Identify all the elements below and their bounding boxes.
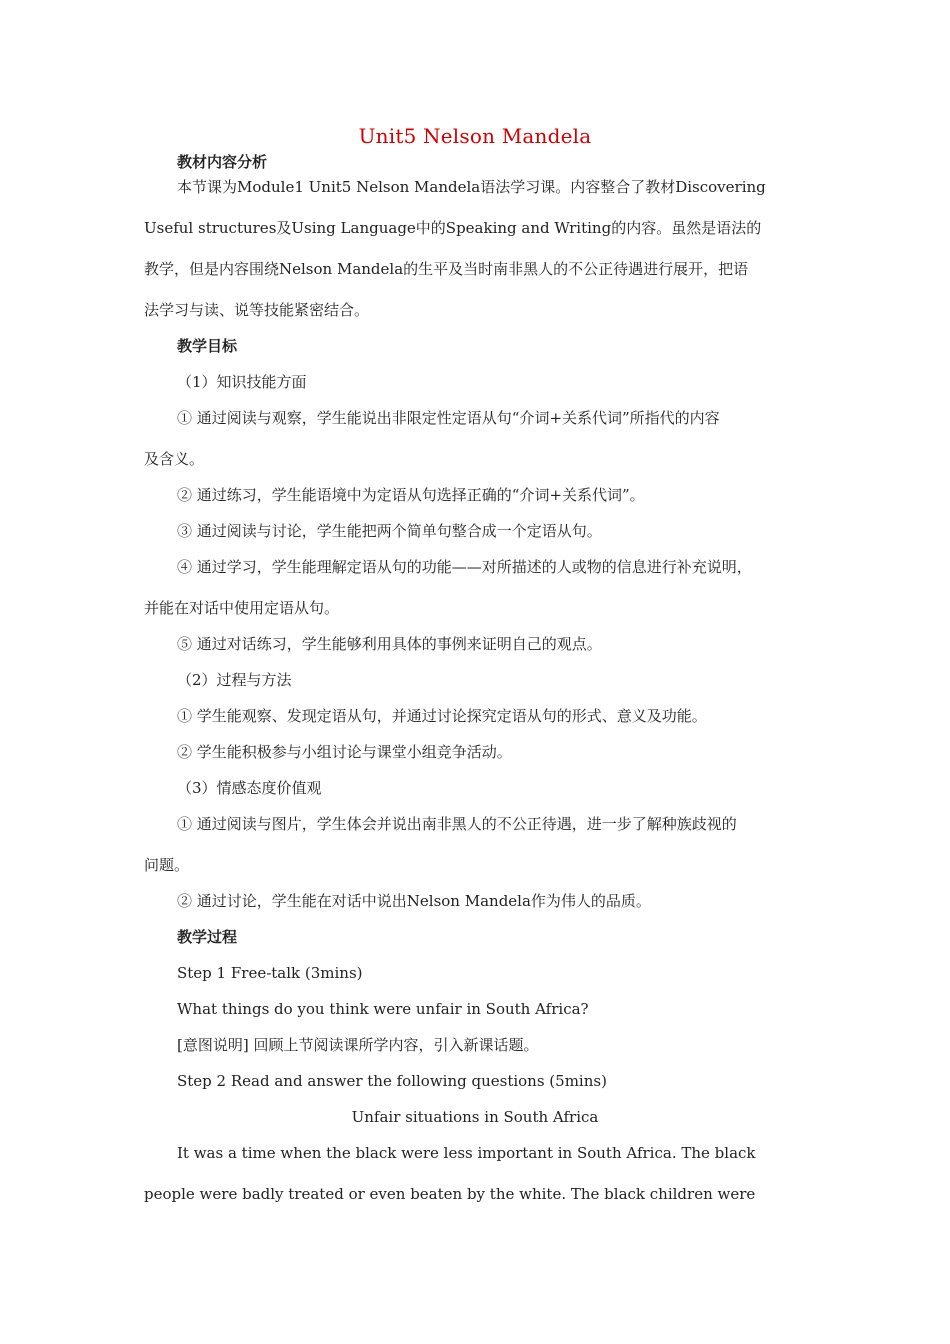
- subheading-process: （2）过程与方法: [177, 671, 292, 689]
- step-2: Step 2 Read and answer the following questions (5mins): [177, 1072, 607, 1090]
- process-item-2: ② 学生能积极参与小组讨论与课堂小组竞争活动。: [177, 743, 512, 761]
- intent-note: [意图说明] 回顾上节阅读课所学内容，引入新课话题。: [177, 1036, 539, 1054]
- section-heading-goals: 教学目标: [177, 337, 238, 355]
- subheading-knowledge: （1）知识技能方面: [177, 373, 307, 391]
- subheading-attitude: （3）情感态度价值观: [177, 779, 322, 797]
- step-1: Step 1 Free-talk (3mins): [177, 964, 363, 982]
- step-1-question: What things do you think were unfair in South Africa?: [177, 1000, 589, 1018]
- passage-line-1: It was a time when the black were less important in South Africa. The black: [177, 1144, 756, 1162]
- document-title: Unit5 Nelson Mandela: [358, 124, 592, 148]
- section-heading-process: 教学过程: [177, 928, 238, 946]
- attitude-item-2: ② 通过讨论，学生能在对话中说出Nelson Mandela作为伟人的品质。: [177, 892, 651, 910]
- goal-item-1-cont: 及含义。: [144, 450, 205, 468]
- process-item-1: ① 学生能观察、发现定语从句，并通过讨论探究定语从句的形式、意义及功能。: [177, 707, 707, 725]
- goal-item-4-cont: 并能在对话中使用定语从句。: [144, 599, 340, 617]
- section-heading-analysis: 教材内容分析: [177, 153, 268, 171]
- goal-item-3: ③ 通过阅读与讨论，学生能把两个简单句整合成一个定语从句。: [177, 522, 602, 540]
- passage-line-2: people were badly treated or even beaten by the white. The black children were: [144, 1185, 756, 1203]
- paragraph-line-4: 法学习与读、说等技能紧密结合。: [144, 301, 370, 319]
- goal-item-5: ⑤ 通过对话练习，学生能够利用具体的事例来证明自己的观点。: [177, 635, 602, 653]
- paragraph-line-2: Useful structures及Using Language中的Speaking and Writing的内容。虽然是语法的: [144, 219, 762, 237]
- attitude-item-1-cont: 问题。: [144, 856, 190, 874]
- attitude-item-1: ① 通过阅读与图片，学生体会并说出南非黑人的不公正待遇，进一步了解种族歧视的: [177, 815, 737, 833]
- goal-item-1: ① 通过阅读与观察，学生能说出非限定性定语从句“介词+关系代词”所指代的内容: [177, 409, 720, 427]
- paragraph-line-3: 教学，但是内容围绕Nelson Mandela的生平及当时南非黑人的不公正待遇进行展开，把语: [144, 260, 749, 278]
- goal-item-2: ② 通过练习，学生能语境中为定语从句选择正确的“介词+关系代词”。: [177, 486, 645, 504]
- passage-title: Unfair situations in South Africa: [351, 1108, 599, 1126]
- paragraph-line-1: 本节课为Module1 Unit5 Nelson Mandela语法学习课。内容整合了教材Discovering: [177, 178, 766, 196]
- goal-item-4: ④ 通过学习，学生能理解定语从句的功能——对所描述的人或物的信息进行补充说明，: [177, 558, 752, 576]
